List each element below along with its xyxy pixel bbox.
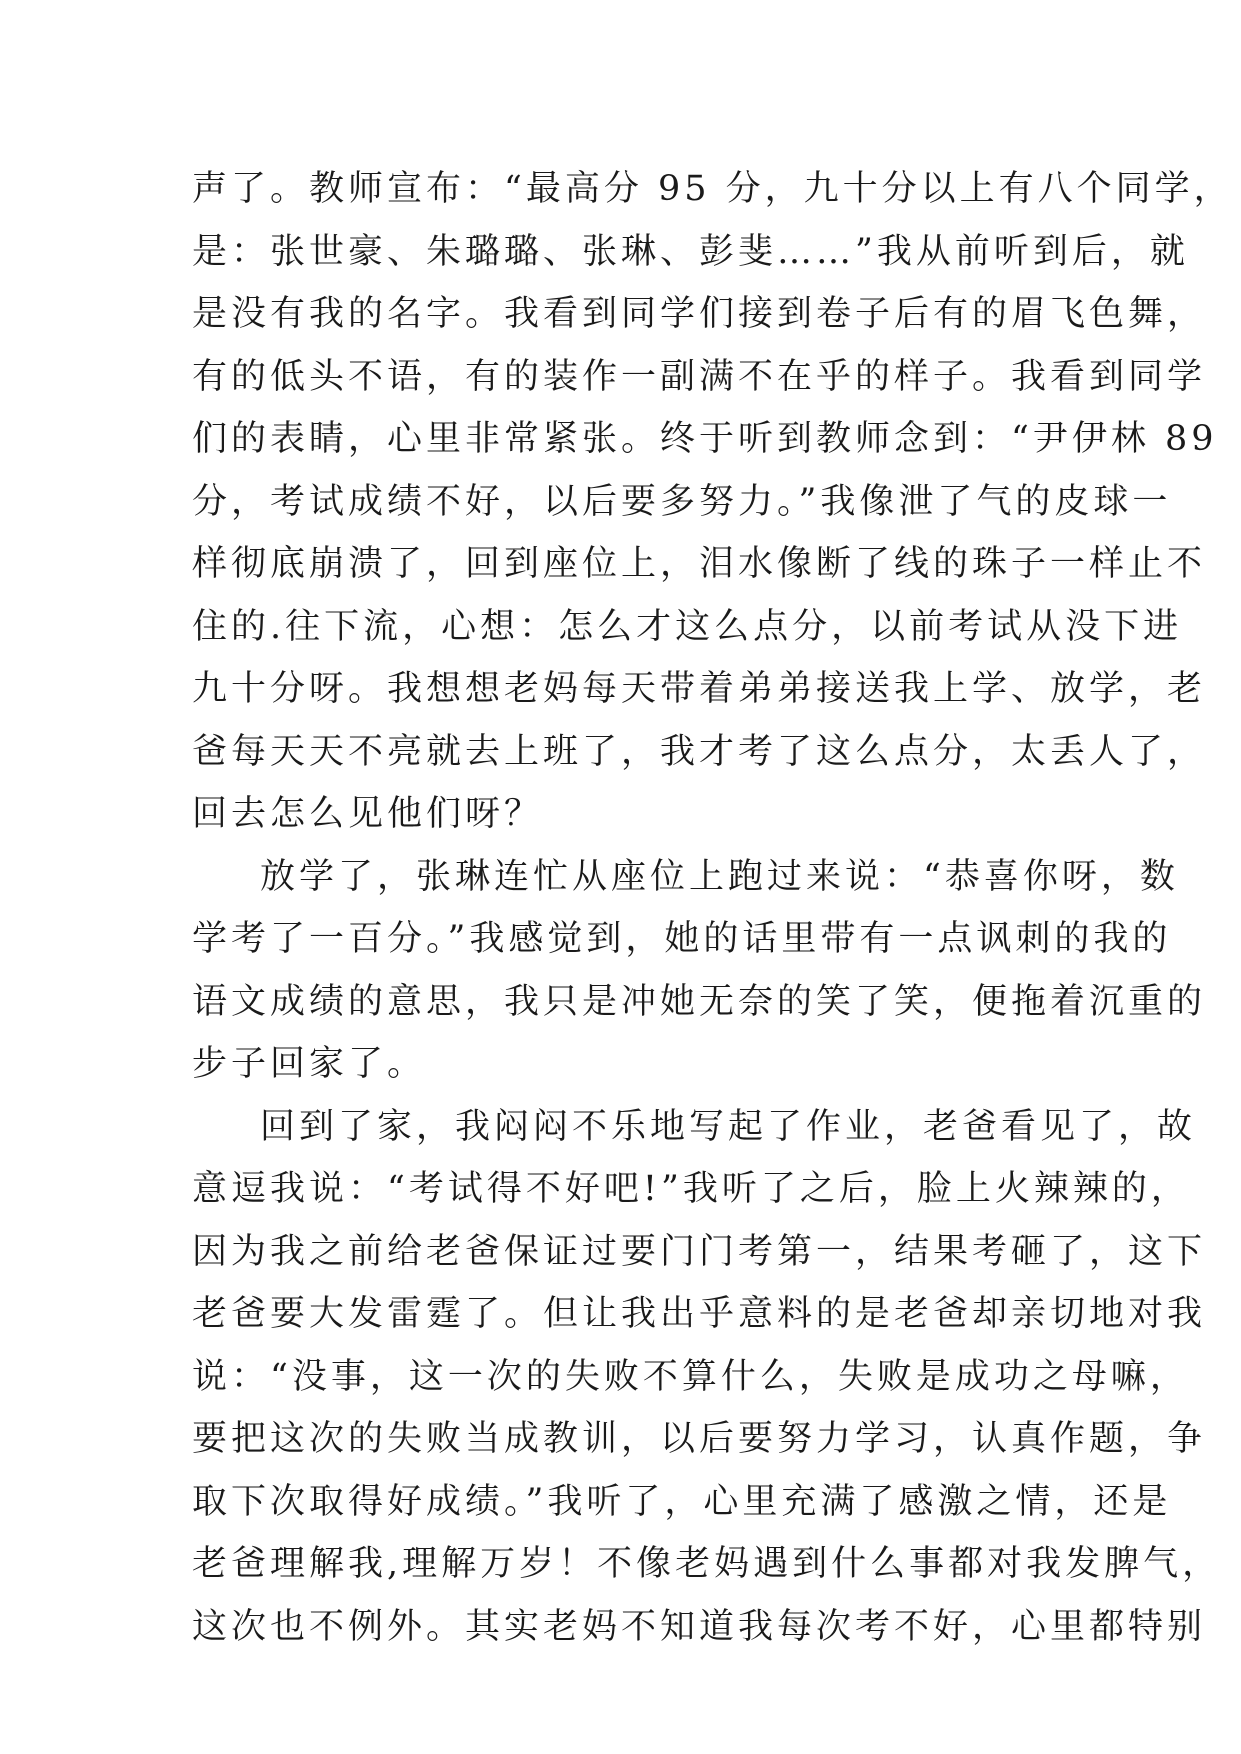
text-line: 取下次取得好成绩。”我听了，心里充满了感激之情，还是 (192, 1481, 1172, 1522)
paragraph-start-line: 回到了家，我闷闷不乐地写起了作业，老爸看见了，故 (260, 1106, 1197, 1147)
text-line: 步子回家了。 (192, 1044, 427, 1084)
text-line: 因为我之前给老爸保证过要门门考第一，结果考砸了，这下 (192, 1231, 1207, 1272)
text-line: 有的低头不语，有的装作一副满不在乎的样子。我看到同学 (192, 356, 1207, 397)
text-line: 们的表睛，心里非常紧张。终于听到教师念到：“尹伊林 89 (192, 419, 1218, 459)
text-line: 九十分呀。我想想老妈每天带着弟弟接送我上学、放学，老 (192, 669, 1207, 709)
paragraph-start-line: 放学了，张琳连忙从座位上跑过来说：“恭喜你呀，数 (260, 856, 1179, 897)
body-text (192, 158, 1233, 1658)
text-line: 是：张世豪、朱璐璐、张琳、彭斐……”我从前听到后，就 (192, 231, 1189, 272)
text-line: 要把这次的失败当成教训，以后要努力学习，认真作题，争 (192, 1419, 1207, 1459)
text-line: 这次也不例外。其实老妈不知道我每次考不好，心里都特别 (192, 1606, 1207, 1647)
text-line: 住的.往下流，心想：怎么才这么点分，以前考试从没下进 (192, 606, 1183, 647)
text-line: 学考了一百分。”我感觉到，她的话里带有一点讽刺的我的 (192, 919, 1172, 959)
text-line: 语文成绩的意思，我只是冲她无奈的笑了笑，便拖着沉重的 (192, 981, 1207, 1022)
text-line: 爸每天天不亮就去上班了，我才考了这么点分，太丢人了， (192, 731, 1207, 772)
text-line: 老爸要大发雷霆了。但让我出乎意料的是老爸却亲切地对我 (192, 1294, 1207, 1334)
text-line: 声了。教师宣布：“最高分 95 分，九十分以上有八个同学， (192, 169, 1233, 209)
text-line: 分，考试成绩不好，以后要多努力。”我像泄了气的皮球一 (192, 481, 1172, 522)
text-line: 老爸理解我,理解万岁！不像老妈遇到什么事都对我发脾气， (192, 1544, 1222, 1584)
text-line: 意逗我说：“考试得不好吧!”我听了之后，脸上火辣辣的， (192, 1169, 1190, 1209)
text-line: 说：“没事，这一次的失败不算什么，失败是成功之母嘛， (192, 1356, 1189, 1397)
text-line: 是没有我的名字。我看到同学们接到卷子后有的眉飞色舞， (192, 294, 1207, 334)
text-line: 样彻底崩溃了，回到座位上，泪水像断了线的珠子一样止不 (192, 544, 1207, 584)
text-line: 回去怎么见他们呀？ (192, 794, 544, 834)
